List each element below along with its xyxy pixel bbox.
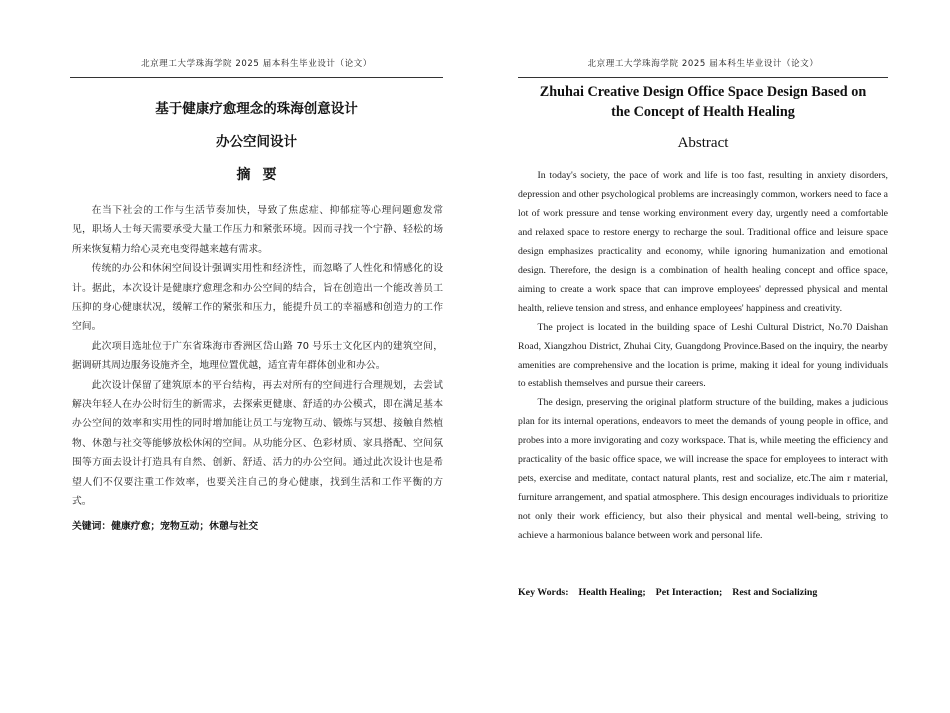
abstract-heading: 摘要 (236, 167, 289, 183)
thesis-title-line-1: Zhuhai Creative Design Office Space Design Based on (539, 84, 867, 100)
abstract-body (72, 201, 443, 512)
thesis-title-line-1: 基于健康疗愈理念的珠海创意设计 (155, 101, 358, 117)
thesis-title-line-2: the Concept of Health Healing (611, 104, 795, 120)
abstract-body (518, 167, 888, 546)
abstract-paragraph: 此次设计保留了建筑原本的平台结构，再去对所有的空间进行合理规划，去尝试解决年轻人在办公时衍生的新需求，去探索更健康、舒适的办公模式，即在满足基本办公空间的效率和实用性的同时增加能让员工与宠物互动、锻炼与冥想、接触自然植物、休憩与社交等能够放松休闲的空间。从功能分区、色彩材质、家具搭配、空间氛围等方面去设计打造具有自然、创新、舒适、活力的办公空间。通过此次设计也是希望人们不仅要注重工作效率，也要关注自己的身心健康，找到生活和工作平衡的方式。 (72, 379, 443, 508)
running-header: 北京理工大学珠海学院 2025 届本科生毕业设计（论文） (587, 59, 819, 69)
header-rule (70, 77, 443, 78)
english-abstract-page (475, 0, 950, 713)
abstract-heading: Abstract (677, 135, 729, 151)
running-header: 北京理工大学珠海学院 2025 届本科生毕业设计（论文） (141, 59, 372, 69)
keywords: 关键词：健康疗愈；宠物互动；休憩与社交 (72, 521, 259, 532)
keywords (518, 587, 817, 598)
abstract-paragraph: 此次项目选址位于广东省珠海市香洲区岱山路 70 号乐士文化区内的建筑空间，据调研其周边服务设施齐全，地理位置优越，适宜青年群体创业和办公。 (72, 340, 443, 372)
abstract-paragraph: 在当下社会的工作与生活节奏加快，导致了焦虑症、抑郁症等心理问题愈发常见，职场人士每天需要承受大量工作压力和紧张环境。因而寻找一个宁静、轻松的场所来恢复精力给心灵充电变得越来越有需求。 (72, 205, 443, 255)
abstract-paragraph: The design, preserving the original platform structure of the building, makes a judicious plan for its internal operations, endeavors to meet the demands of young people in office, and probes into a more invigorating and cozy workspace. That is, while meeting the efficiency and practicality of the basic office space, we will increase the space for employees to interact with pets, exercise and meditate, contact natural plants, rest and socialize, etc.The aim r material, furniture arrangement, and spatial atmosphere. This design encourages individuals to prioritize not only their work efficiency, but also their physical and mental well-being, striving to achieve a harmonious balance between work and personal life. (518, 397, 888, 542)
thesis-title-line-2: 办公空间设计 (216, 134, 297, 150)
keyword-item: Health Healing; (578, 587, 646, 598)
keyword-item: Rest and Socializing (732, 587, 818, 598)
abstract-paragraph: 传统的办公和休闲空间设计强调实用性和经济性，而忽略了人性化和情感化的设计。据此，本次设计是健康疗愈理念和办公空间的结合，旨在创造出一个能改善员工压抑的身心健康状况，缓解工作的紧张和压力，能提升员工的幸福感和创造力的工作空间。 (72, 263, 443, 333)
abstract-paragraph: In today's society, the pace of work and life is too fast, resulting in anxiety disorders, depression and other psychological problems are increasingly common, workers need to face a lot of work pressure and tense working environment every day, urgently need a comfortable and relaxed space to restore energy to recharge the soul. Traditional office and leisure space design emphasizes practicality and economy, while ignoring humanization and emotional design. Therefore, the design is a combination of health healing concept and office space, aiming to create a work space that can improve employees' depressed physical and mental health, relieve tension and stress, and enhance employees' happiness and creativity. (518, 170, 888, 314)
header-rule (518, 77, 888, 78)
keywords-label: Key Words: (518, 587, 569, 598)
keyword-item: Pet Interaction; (655, 587, 723, 598)
abstract-paragraph: The project is located in the building space of Leshi Cultural District, No.70 Daishan Road, Xiangzhou District, Zhuhai City, Guangdong Province.Based on the inquiry, the nearby amenities are comprehensive and the location is prime, making it ideal for young individuals to establish themselves and pursue their careers. (518, 321, 888, 390)
